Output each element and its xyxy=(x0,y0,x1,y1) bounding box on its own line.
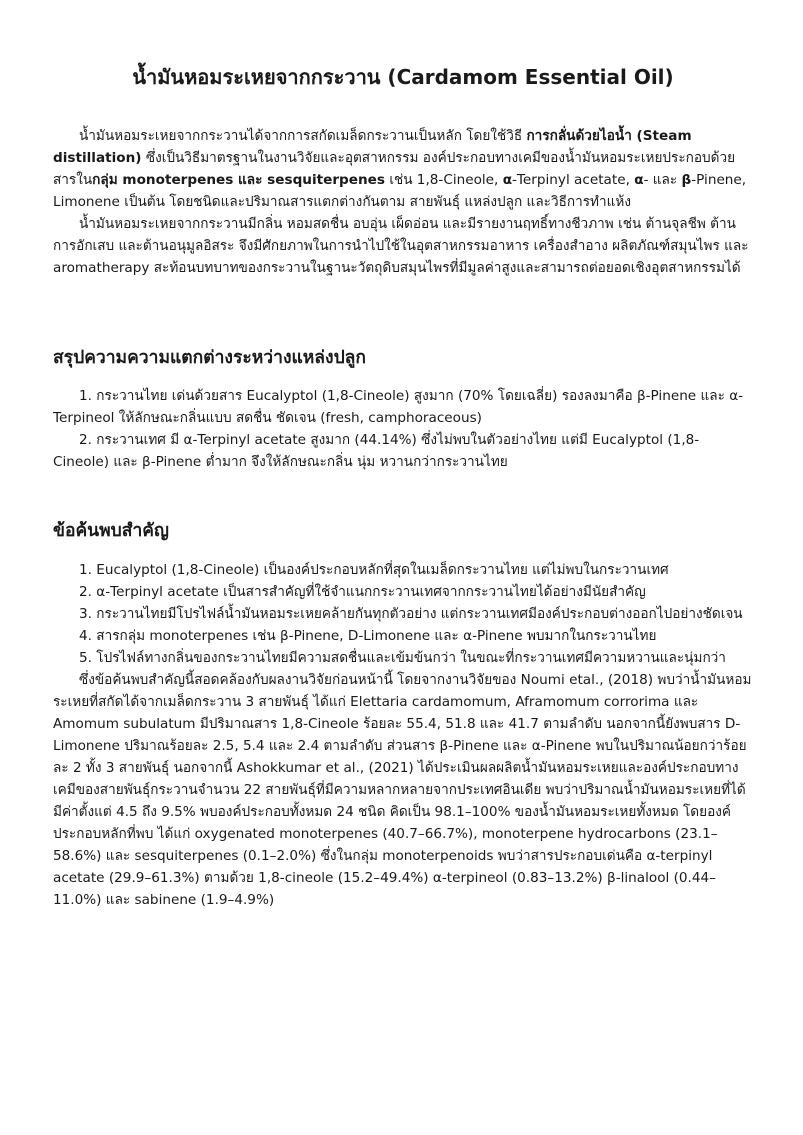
list-item: 2. กระวานเทศ มี α-Terpinyl acetate สูงมาก (44.14%) ซึ่งไม่พบในตัวอย่างไทย แต่มี Eucalyptol (1,8-Cineole) และ β-Pinene ต่ำมาก จึงให้ลักษณะกลิ่น นุ่ม หวานกว่ากระวานไทย xyxy=(53,432,700,470)
intro-bold-alpha: α xyxy=(502,172,513,188)
key-findings-list xyxy=(53,559,753,669)
findings-paragraph: ซึ่งข้อค้นพบสำคัญนี้สอดคล้องกับผลงานวิจัยก่อนหน้านี้ โดยจากงานวิจัยของ Noumi etal., (2018) พบว่าน้ำมันหอมระเหยที่สกัดได้จากเมล็ดกระวาน 3 สายพันธุ์ ได้แก่ Elettaria cardamomum, Aframomum corrorima และ Amomum subulatum มีปริมาณสาร 1,8-Cineole ร้อยละ 55.4, 51.8 และ 41.7 ตามลำดับ นอกจากนี้ยังพบสาร D-Limonene ปริมาณร้อยละ 2.5, 5.4 และ 2.4 ตามลำดับ ส่วนสาร β-Pinene และ α-Pinene พบในปริมาณน้อยกว่าร้อยละ 2 ทั้ง 3 สายพันธุ์ นอกจากนี้ Ashokkumar et al., (2021) ได้ประเมินผลผลิตน้ำมันหอมระเหยและองค์ประกอบทางเคมีของสายพันธุ์กระวานจำนวน 22 สายพันธุ์ที่มีความหลากหลายจากประเทศอินเดีย พบว่าปริมาณน้ำมันหอมระเหยที่ได้มีค่าตั้งแต่ 4.5 ถึง 9.5% พบองค์ประกอบทั้งหมด 24 ชนิด คิดเป็น 98.1–100% ของน้ำมันหอมระเหยทั้งหมด โดยองค์ประกอบหลักที่พบ ได้แก่ oxygenated monoterpenes (40.7–66.7%), monoterpene hydrocarbons (23.1–58.6%) และ sesquiterpenes (0.1–2.0%) ซึ่งในกลุ่ม monoterpenoids พบว่าสารประกอบเด่นคือ α-terpinyl acetate (29.9–61.3%) ตามด้วย 1,8-cineole (15.2–49.4%) α-terpineol (0.83–13.2%) β-linalool (0.44–11.0%) และ sabinene (1.9–4.9%) xyxy=(53,672,752,908)
intro-text: -Pinene, Limonene เป็นต้น โดยชนิดและปริมาณสารแตกต่างกันตาม สายพันธุ์ แหล่งปลูก และวิธีการทำแห้ง xyxy=(53,172,747,210)
key-findings-section xyxy=(53,559,753,911)
document-title: น้ำมันหอมระเหยจากกระวาน (Cardamom Essential Oil) xyxy=(132,65,674,89)
intro-bold-steam-distillation: การกลั่นด้วยไอน้ำ (Steam distillation) xyxy=(53,128,692,166)
intro-text: น้ำมันหอมระเหยจากกระวานได้จากการสกัดเมล็ดกระวานเป็นหลัก โดยใช้วิธี xyxy=(79,128,527,144)
list-item: 2. α-Terpinyl acetate เป็นสารสำคัญที่ใช้จำแนกกระวานเทศจากกระวานไทยได้อย่างมีนัยสำคัญ xyxy=(79,584,646,600)
section-heading-key-findings: ข้อค้นพบสำคัญ xyxy=(53,521,169,541)
intro-bold-alpha: α xyxy=(634,172,644,188)
intro-text: -Terpinyl acetate, xyxy=(512,172,635,188)
intro-bold-terpene-groups: กลุ่ม monoterpenes และ sesquiterpenes xyxy=(92,172,385,188)
intro-paragraph-1 xyxy=(53,125,753,213)
intro-text: ซึ่งเป็นวิธีมาตรฐานในงานวิจัยและอุตสาหกรรม องค์ประกอบทางเคมีของน้ำมันหอมระเหยประกอบด้วยสารใน xyxy=(53,150,736,188)
section-heading-differences: สรุปความความแตกต่างระหว่างแหล่งปลูก xyxy=(53,348,367,368)
list-item: 1. กระวานไทย เด่นด้วยสาร Eucalyptol (1,8-Cineole) สูงมาก (70% โดยเฉลี่ย) รองลงมาคือ β-Pinene และ α-Terpineol ให้ลักษณะกลิ่นแบบ สดชื่น ชัดเจน (fresh, camphoraceous) xyxy=(53,388,744,426)
intro-bold-beta: β xyxy=(681,172,692,188)
intro-text: เช่น 1,8-Cineole, xyxy=(385,172,503,188)
intro-text: - และ xyxy=(643,172,682,188)
list-item: 1. Eucalyptol (1,8-Cineole) เป็นองค์ประกอบหลักที่สุดในเมล็ดกระวานไทย แต่ไม่พบในกระวานเทศ xyxy=(79,562,669,578)
differences-section xyxy=(53,385,753,473)
differences-list xyxy=(53,385,753,473)
list-item: 5. โปรไฟล์ทางกลิ่นของกระวานไทยมีความสดชื่นและเข้มข้นกว่า ในขณะที่กระวานเทศมีความหวานและนุ่มกว่า xyxy=(79,650,726,666)
intro-paragraph-2: น้ำมันหอมระเหยจากกระวานมีกลิ่น หอมสดชื่น อบอุ่น เผ็ดอ่อน และมีรายงานฤทธิ์ทางชีวภาพ เช่น ต้านจุลชีพ ต้านการอักเสบ และต้านอนุมูลอิสระ จึงมีศักยภาพในการนำไปใช้ในอุตสาหกรรมอาหาร เครื่องสำอาง ผลิตภัณฑ์สมุนไพร และ aromatherapy สะท้อนบทบาทของกระวานในฐานะวัตถุดิบสมุนไพรที่มีมูลค่าสูงและสามารถต่อยอดเชิงอุตสาหกรรมได้ xyxy=(53,216,749,276)
list-item: 4. สารกลุ่ม monoterpenes เช่น β-Pinene, D-Limonene และ α-Pinene พบมากในกระวานไทย xyxy=(79,628,657,644)
intro-section xyxy=(53,125,753,279)
list-item: 3. กระวานไทยมีโปรไฟล์น้ำมันหอมระเหยคล้ายกันทุกตัวอย่าง แต่กระวานเทศมีองค์ประกอบต่างออกไปอย่างชัดเจน xyxy=(79,606,743,622)
